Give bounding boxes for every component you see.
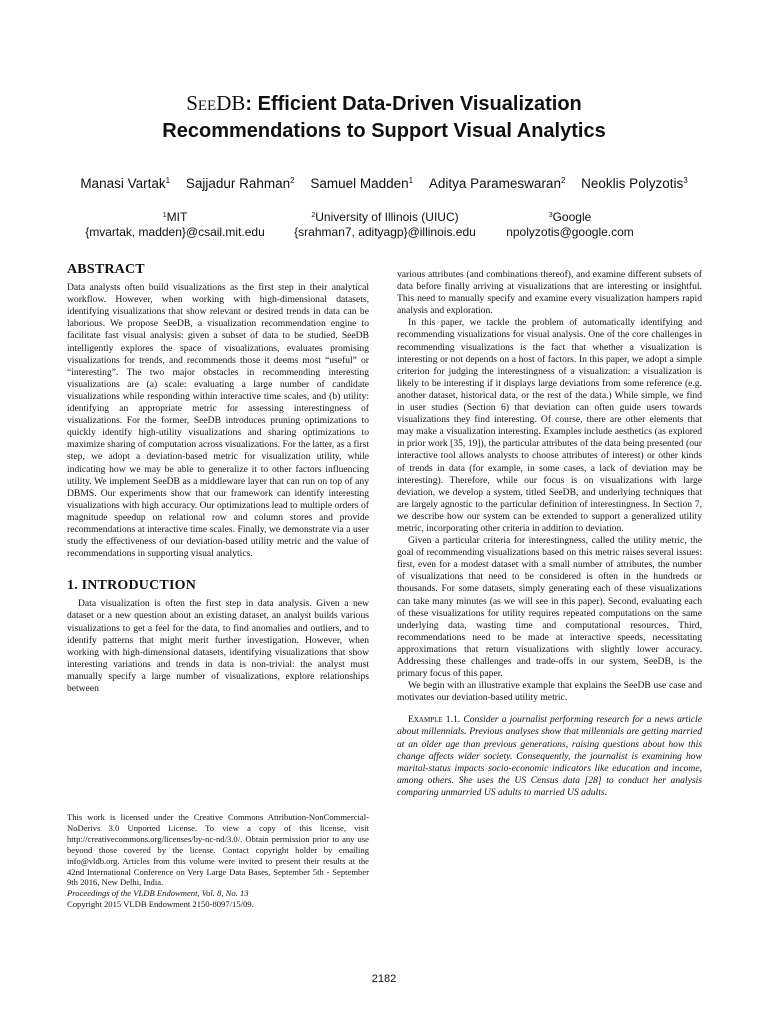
page-number: 2182 [371,973,397,985]
body-paragraph: various attributes (and combinations thereof), and examine different subsets of data before finally arriving at visualizations that are interesting or insightful. This need to manually specify and examine every visualization hampers rapid analysis and exploration. [397,269,702,317]
title-line-2: Recommendations to Support Visual Analytics [162,120,606,142]
author: Manasi Vartak$^1$ [80,176,171,191]
introduction-heading: 1. INTRODUCTION [67,578,197,594]
affiliation-email: {mvartak, madden}@csail.mit.edu [85,225,265,239]
author-list [40,176,728,191]
author: Sajjadur Rahman$^2$ [185,176,295,191]
body-paragraph: Given a particular criteria for interestingness, called the utility metric, the goal of recommending visualizations based on this metric raises several issues: first, even for a modest dataset with a small number of attributes, the number of visualizations that need to be considered is often in the hundreds or thousands. For some datasets, simply generating each of these visualizations can take many minutes (as we will see in this paper). Second, evaluating each of these visualizations for utility requires repeated computations on the same underlying data, wasting time and computational resources. Third, recommendations need to be made at interactive speeds, necessitating approximations that return visualizations with slightly lower accuracy. Addressing these challenges and trade-offs in our system, SeeDB, is the primary focus of this paper. [397,535,702,680]
proceedings-line: Proceedings of the VLDB Endowment, Vol. 8, No. 13 [67,888,249,899]
right-column [397,269,702,799]
introduction-paragraph: Data visualization is often the first step in data analysis. Given a new dataset or a new question about an existing dataset, an analyst builds various visualizations to get a feel for the data, to find anomalies and outliers, and to identify patterns that might merit further investigation. However, when working with high-dimensional datasets, identifying visualizations that show interesting variations and trends in data is non-trivial: the analyst must manually specify a large number of visualizations, explore relationships between [67,598,369,694]
copyright-line: Copyright 2015 VLDB Endowment 2150-8097/15/09. [67,899,254,910]
body-paragraph: In this paper, we tackle the problem of automatically identifying and recommending visualizations for visual analysis. One of the core challenges in recommending visualizations is the fact that whether a visualization is interesting or not depends on a host of factors. In this paper, we adopt a simple criterion for judging the interestingness of a visualization: a visualization is likely to be interesting if it displays large deviations from some reference (e.g. another dataset, historical data, or the rest of the data.) While simple, we find in user studies (Section 6) that deviation can often guide users towards visualizations they find interesting. Of course, there are other elements that may make a visualization interesting. Examples include aesthetics (as explored in prior work [35, 19]), the particular attributes of the data being presented (our interactive tool allows analysts to choose attributes of interest) or other kinds of trends in data (for example, in some cases, a lack of deviation may be interesting). Therefore, while our focus is on visualizations with large deviation, we develop a system, titled SeeDB, and underlying techniques that are largely agnostic to the particular definition of interestingness. In Section 7, we describe how our system can be extended to support a generalized utility metric, incorporating other criteria in addition to deviation. [397,317,702,534]
title-line-1 [40,90,728,118]
affiliation-email: npolyzotis@google.com [506,225,634,239]
example-label: Example 1.1. [408,714,461,726]
author: Samuel Madden$^1$ [310,176,414,191]
affiliation-email: {srahman7, adityagp}@illinois.edu [294,225,476,239]
example-1-1 [397,714,702,799]
system-name: SeeDB [186,91,246,115]
body-paragraph: We begin with an illustrative example that explains the SeeDB use case and motivates our deviation-based utility metric. [397,680,702,704]
author: Neoklis Polyzotis$^3$ [581,176,688,191]
license-footnote [67,812,369,910]
author: Aditya Parameswaran$^2$ [428,176,566,191]
license-text: This work is licensed under the Creative Commons Attribution-NonCommercial-NoDerivs 3.0 Unported License. To view a copy of this license, visit http://creativecommons.org/licenses/by-nc-nd/3.0/. Obtain permission prior to any use beyond those covered by the license. Contact copyright holder by emailing info@vldb.org. Articles from this volume were invited to present their results at the 42nd International Conference on Very Large Data Bases, September 5th - September 9th 2016, New Delhi, India. [67,812,369,888]
left-column [67,264,369,695]
affiliation-uiuc: $^2$University of Illinois (UIUC) {srahman7, adityagp}@illinois.edu [280,208,490,240]
paper-title [40,90,728,145]
abstract-heading: ABSTRACT [67,262,145,277]
abstract-text: Data analysts often build visualizations as the first step in their analytical workflow. However, when working with high-dimensional datasets, identifying visualizations that show relevant or desired trends in data can be laborious. We propose SeeDB, a visualization recommendation engine to facilitate fast visual analysis: given a subset of data to be studied, SeeDB intelligently explores the space of visualizations, evaluates promising visualizations for trends, and recommends those it deems most “useful” or “interesting”. The two major obstacles in recommending interesting visualizations are (a) scale: evaluating a large number of candidate visualizations while responding within interactive time scales, and (b) utility: identifying an appropriate metric for assessing interestingness of visualizations. For the former, SeeDB introduces pruning optimizations to quickly identify high-utility visualizations and sharing optimizations to maximize sharing of computation across visualizations. For the latter, as a first step, we adopt a deviation-based metric for visualization utility, while indicating how we may be able to generalize it to other factors influencing utility. We implement SeeDB as a middleware layer that can run on top of any DBMS. Our experiments show that our framework can identify interesting visualizations with high accuracy. Our optimizations lead to multiple orders of magnitude speedup on relational row and column stores and provide recommendations at interactive time scales. Finally, we demonstrate via a user study the effectiveness of our deviation-based utility metric and the value of recommendations in supporting visual analytics. [67,282,370,560]
example-text: Consider a journalist performing research for a news article about millennials. Previous analyses show that millennials are getting married at an older age than previous generations, raising questions about how this change affects wider society. Consequently, the journalist is examining how marital-status impacts socio-economic indicators like education and income, among others. She uses the US Census data [28] to conduct her analysis comparing unmarried US adults to married US adults. [397,714,702,798]
affiliation-google: $^3$Google npolyzotis@google.com [490,208,650,240]
affiliation-mit: $^1$MIT {mvartak, madden}@csail.mit.edu [70,208,280,240]
title-line-1-rest: : Efficient Data-Driven Visualization [245,93,582,115]
